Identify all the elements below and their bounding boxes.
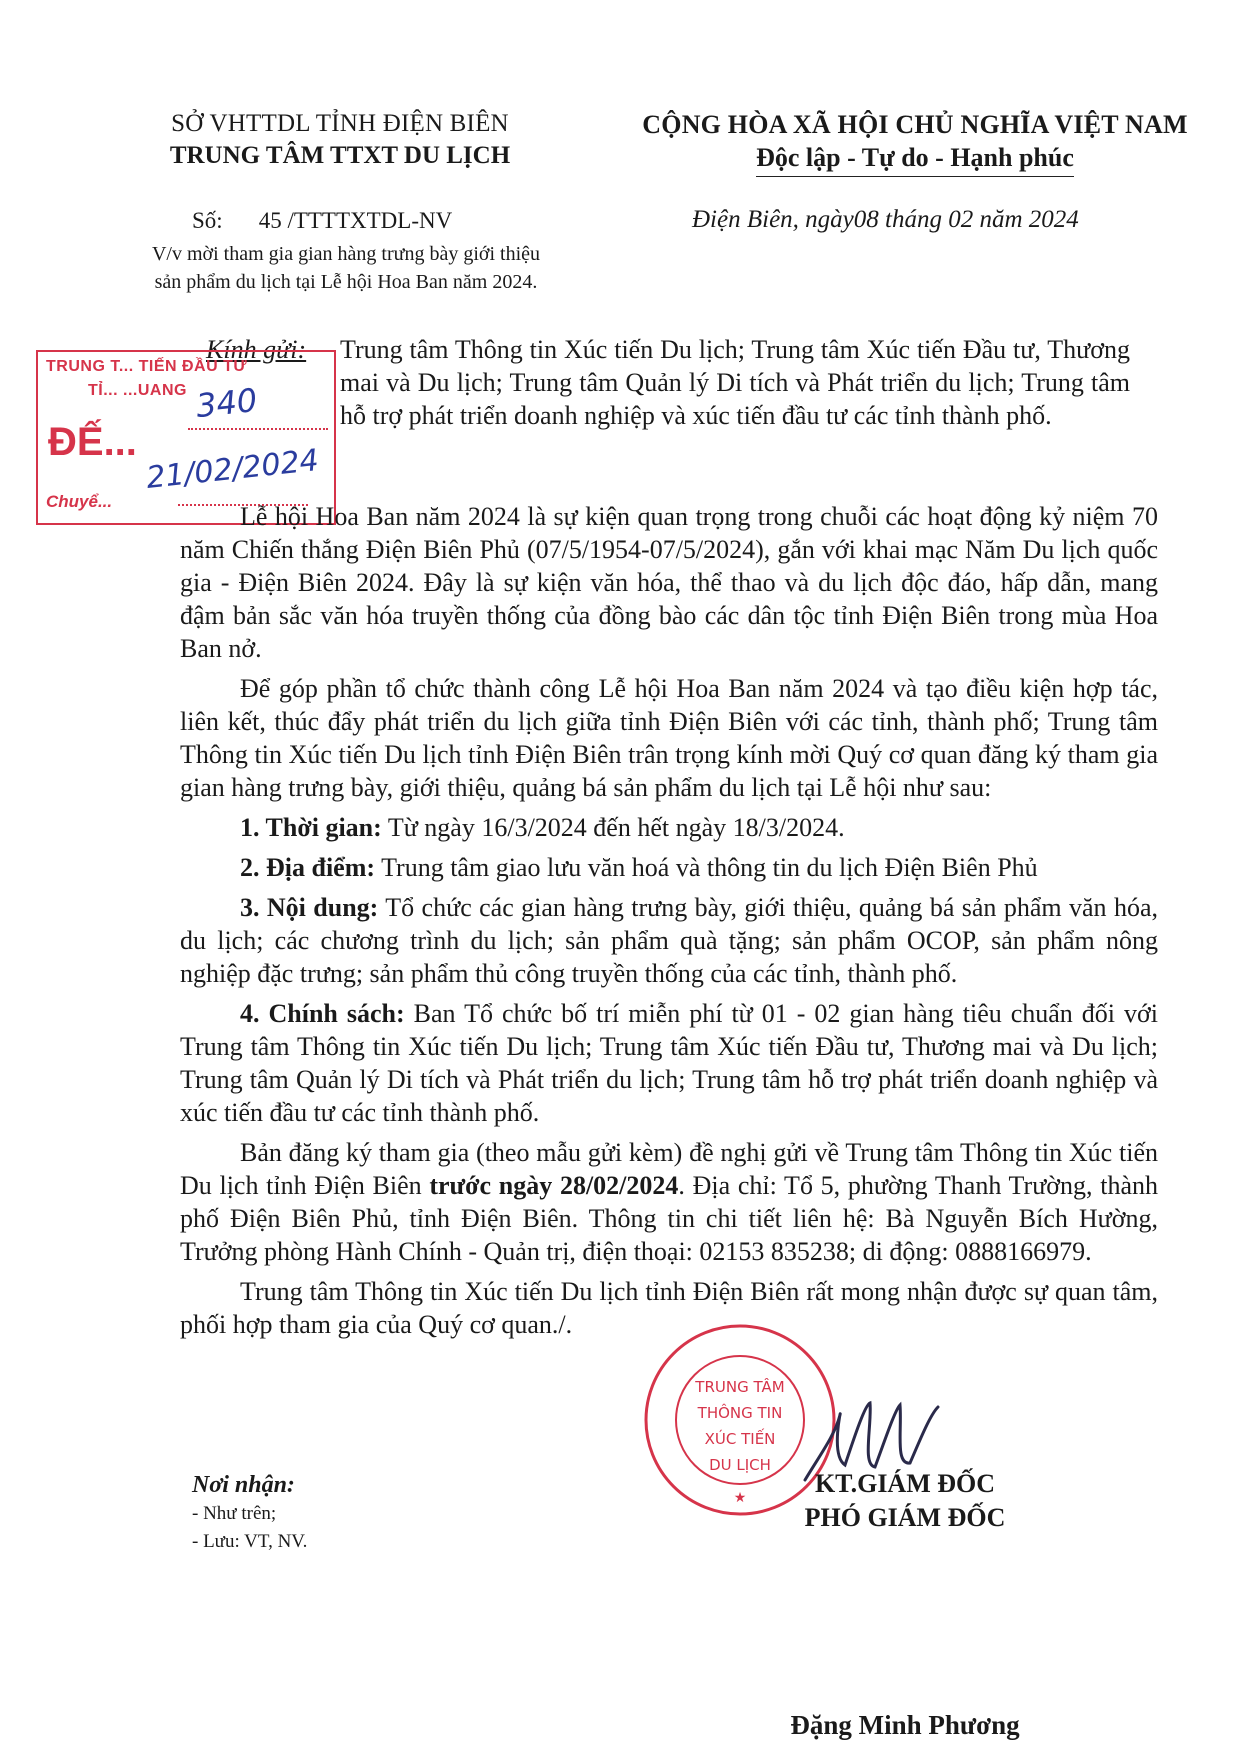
seal-text-4: DU LỊCH	[709, 1456, 771, 1474]
national-title-block	[630, 108, 1200, 177]
motto: Độc lập - Tự do - Hạnh phúc	[756, 141, 1074, 177]
stamp-line-2: TỈ... ...UANG	[88, 382, 187, 399]
recipient-list: Trung tâm Thông tin Xúc tiến Du lịch; Trung tâm Xúc tiến Đầu tư, Thương mai và Du lịch; Trung tâm Quản lý Di tích và Phát triển du lịch; Trung tâm hỗ trợ phát triển doanh nghiệp và xúc tiến đầu tư các tỉnh thành phố.	[340, 335, 1130, 430]
issuing-agency-block	[140, 108, 540, 172]
stamp-line-3: ĐẾ...	[48, 420, 137, 464]
item-content: 3. Nội dung: Tổ chức các gian hàng trưng bày, giới thiệu, quảng bá sản phẩm văn hóa, du lịch; các chương trình du lịch; sản phẩm quà tặng; sản phẩm OCOP, sản phẩm nông nghiệp đặc trưng; sản phẩm thủ công truyền thống của các tỉnh, thành phố.	[180, 893, 1158, 988]
distribution-item: - Như trên;	[192, 1503, 277, 1524]
number-value: 45 /TTTTXTDL-NV	[258, 208, 453, 233]
distribution-list	[192, 1470, 307, 1556]
item-time: 1. Thời gian: Từ ngày 16/3/2024 đến hết ngày 18/3/2024.	[240, 813, 845, 842]
nation-title: CỘNG HÒA XÃ HỘI CHỦ NGHĨA VIỆT NAM	[642, 110, 1188, 139]
incoming-document-stamp	[36, 350, 336, 525]
distribution-item: - Lưu: VT, NV.	[192, 1531, 308, 1552]
document-date: Điện Biên, ngày08 tháng 02 năm 2024	[692, 206, 1079, 233]
stamp-line-4: Chuyể...	[46, 492, 113, 511]
signer-title-1: KT.GIÁM ĐỐC	[814, 1469, 996, 1498]
body-paragraph-2: Để góp phần tổ chức thành công Lễ hội Hoa Ban năm 2024 và tạo điều kiện hợp tác, liên kết, thúc đẩy phát triển du lịch giữa tỉnh Điện Biên với các tỉnh, thành phố; Trung tâm Thông tin Xúc tiến Du lịch tỉnh Điện Biên trân trọng kính mời Quý cơ quan đăng ký tham gia gian hàng trưng bày, giới thiệu, quảng bá sản phẩm du lịch tại Lễ hội như sau:	[180, 674, 1158, 802]
document-subject	[86, 240, 606, 296]
document-number	[192, 208, 452, 234]
stamp-dotted-line	[188, 428, 328, 430]
document-body	[180, 500, 1158, 1348]
body-paragraph-4: Trung tâm Thông tin Xúc tiến Du lịch tỉnh Điện Biên rất mong nhận được sự quan tâm, phối hợp tham gia của Quý cơ quan./.	[180, 1277, 1158, 1339]
agency-name: TRUNG TÂM TTXT DU LỊCH	[169, 142, 511, 169]
handwritten-date: 21/02/2024	[144, 443, 321, 496]
stamp-line-1: TRUNG T... TIẾN ĐẦU TƯ	[46, 358, 248, 375]
signature-block	[740, 1467, 1070, 1535]
body-paragraph-3: Bản đăng ký tham gia (theo mẫu gửi kèm) đề nghị gửi về Trung tâm Thông tin Xúc tiến Du lịch tỉnh Điện Biên trước ngày 28/02/2024. Địa chỉ: Tổ 5, phường Thanh Trường, thành phố Điện Biên Phủ, tỉnh Điện Biên. Thông tin chi tiết liên hệ: Bà Nguyễn Bích Hường, Trưởng phòng Hành Chính - Quản trị, điện thoại: 02153 835238; di động: 0888166979.	[180, 1138, 1158, 1266]
seal-text-1: TRUNG TÂM	[695, 1378, 785, 1396]
subject-line-1: V/v mời tham gia gian hàng trưng bày giới thiệu	[151, 243, 541, 265]
svg-text:★: ★	[733, 1490, 747, 1506]
distribution-title: Nơi nhận:	[192, 1472, 295, 1498]
handwritten-number: 340	[194, 380, 259, 426]
seal-text-2: THÔNG TIN	[697, 1404, 783, 1422]
signer-name: Đặng Minh Phương	[790, 1710, 1020, 1740]
signer-title-2: PHÓ GIÁM ĐỐC	[804, 1503, 1006, 1532]
seal-text-3: XÚC TIẾN	[704, 1430, 776, 1448]
recipient-label: Kính gửi:	[206, 335, 307, 364]
item-policy: 4. Chính sách: Ban Tổ chức bố trí miễn phí từ 01 - 02 gian hàng tiêu chuẩn đối với Trung tâm Thông tin Xúc tiến Du lịch; Trung tâm Xúc tiến Đầu tư, Thương mai và Du lịch; Trung tâm Quản lý Di tích và Phát triển du lịch; Trung tâm hỗ trợ phát triển doanh nghiệp và xúc tiến đầu tư các tỉnh thành phố.	[180, 999, 1159, 1127]
parent-agency: SỞ VHTTDL TỈNH ĐIỆN BIÊN	[171, 110, 509, 137]
subject-line-2: sản phẩm du lịch tại Lễ hội Hoa Ban năm 2024.	[154, 271, 538, 293]
body-paragraph-1: Lễ hội Hoa Ban năm 2024 là sự kiện quan trọng trong chuỗi các hoạt động kỷ niệm 70 năm Chiến thắng Điện Biên Phủ (07/5/1954-07/5/2024), gắn với khai mạc Năm Du lịch quốc gia - Điện Biên 2024. Đây là sự kiện văn hóa, thể thao và du lịch độc đáo, hấp dẫn, mang đậm bản sắc văn hóa truyền thống của đồng bào các dân tộc tỉnh Điện Biên trong mùa Hoa Ban nở.	[180, 502, 1158, 663]
item-location: 2. Địa điểm: Trung tâm giao lưu văn hoá và thông tin du lịch Điện Biên Phủ	[240, 853, 1038, 882]
number-label: Số:	[192, 208, 223, 233]
